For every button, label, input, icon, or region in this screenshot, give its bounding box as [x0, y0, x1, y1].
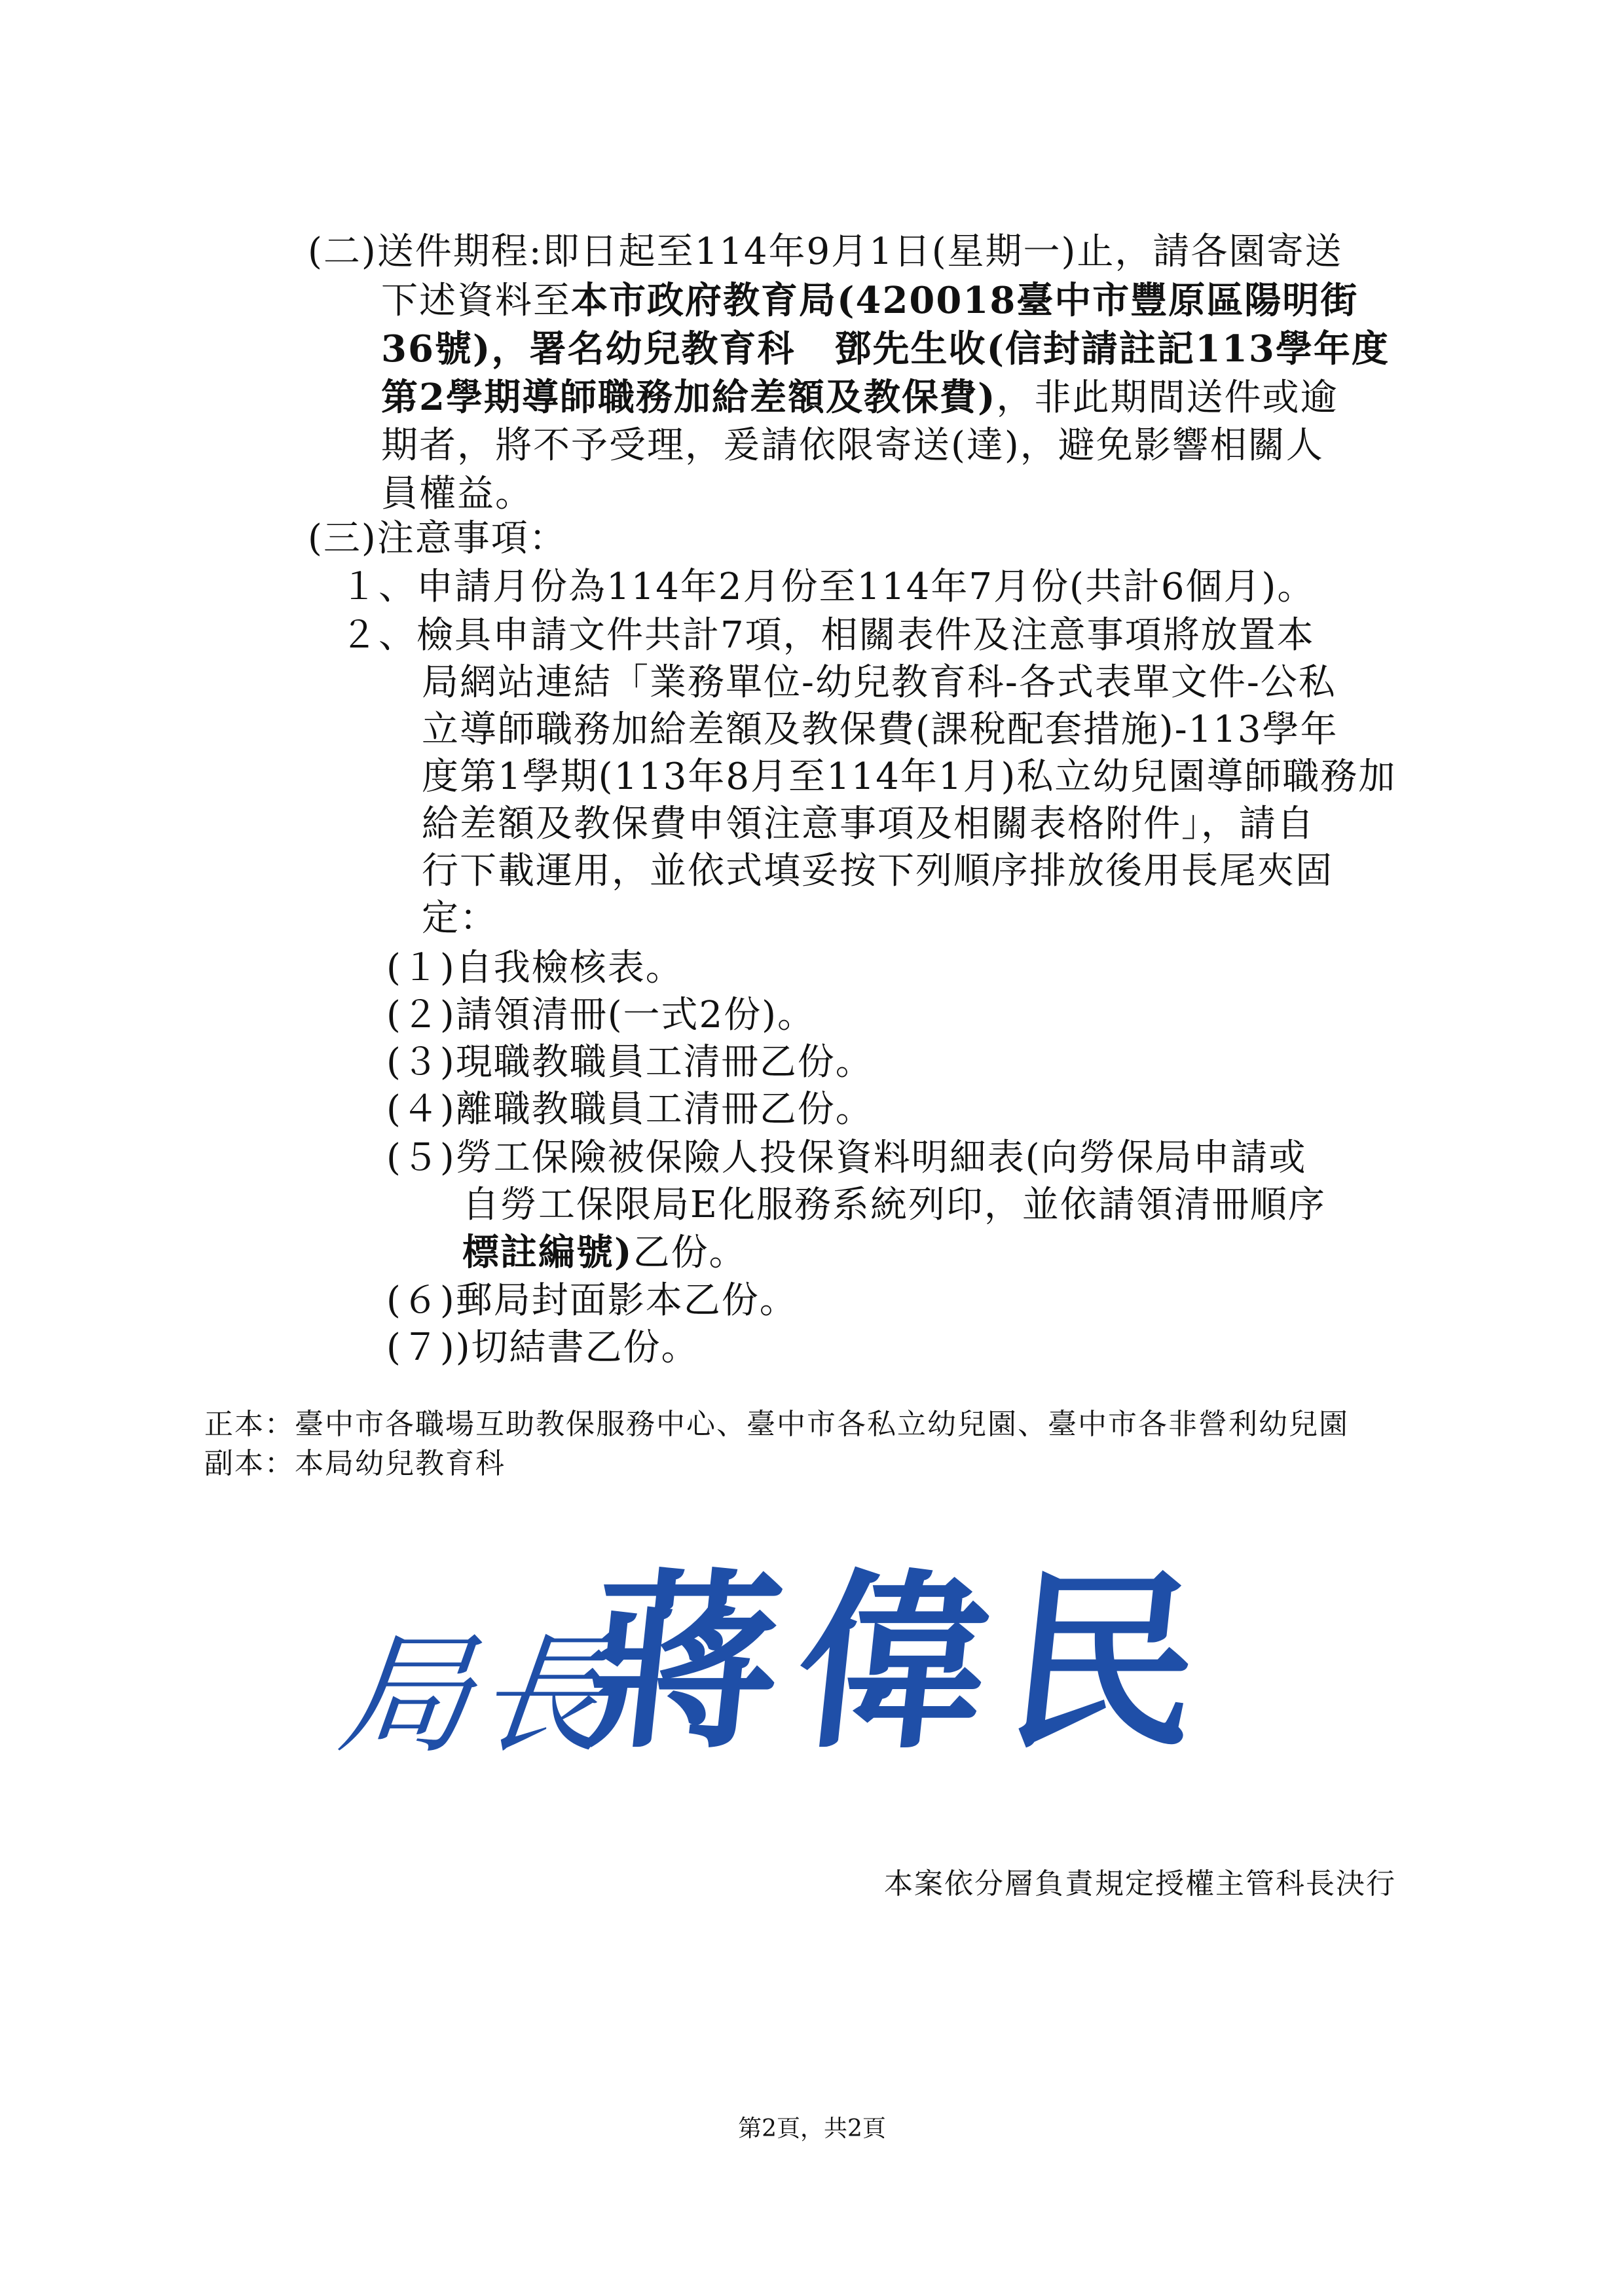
section3-heading: (三)注意事項：: [308, 517, 567, 560]
page-number: 第2頁，共2頁: [738, 2115, 886, 2142]
section3-item-2-line-1: ２、檢具申請文件共計7項，相關表件及注意事項將放置本: [341, 614, 1315, 657]
bold-address: 本市政府教育局(420018臺中市豐原區陽明街: [571, 279, 1359, 322]
section2-line-6: 員權益。: [381, 473, 533, 515]
sub-item-5-line-3: 標註編號)乙份。: [462, 1231, 747, 1274]
section2-line-5: 期者，將不予受理，爰請依限寄送(達)，避免影響相關人: [381, 424, 1324, 467]
section2-line-1: (二)送件期程:即日起至114年9月1日(星期一)止，請各園寄送: [308, 230, 1343, 273]
sub-item-1: (１)自我檢核表。: [386, 947, 684, 989]
sub-item-5-line-1: (５)勞工保險被保險人投保資料明細表(向勞保局申請或: [386, 1137, 1307, 1179]
director-signature: [332, 1545, 1257, 1781]
authorization-note: 本案依分層負責規定授權主管科長決行: [884, 1867, 1396, 1901]
section3-item-2-line-7: 定：: [422, 897, 498, 939]
sub-item-4: (４)離職教職員工清冊乙份。: [386, 1088, 874, 1131]
section2-line-2: 下述資料至本市政府教育局(420018臺中市豐原區陽明街: [381, 279, 1359, 322]
sub-item-7: (７))切結書乙份。: [386, 1326, 699, 1369]
sub-item-2: (２)請領清冊(一式2份)。: [386, 994, 816, 1036]
sub-item-5-line-2: 自勞工保限局E化服務系統列印，並依請領清冊順序: [462, 1184, 1326, 1226]
section3-item-2-line-5: 給差額及教保費申領注意事項及相關表格附件」，請自: [422, 803, 1315, 845]
section3-item-2-line-2: 局網站連結「業務單位-幼兒教育科-各式表單文件-公私: [422, 661, 1337, 704]
section3-item-2-line-6: 行下載運用，並依式填妥按下列順序排放後用長尾夾固: [422, 850, 1333, 892]
section3-item-1: １、申請月份為114年2月份至114年7月份(共計6個月)。: [341, 566, 1316, 608]
signature-name: 蔣偉民: [578, 1552, 1230, 1774]
section3-item-2-line-3: 立導師職務加給差額及教保費(課稅配套措施)-113學年: [422, 708, 1338, 751]
section2-line-3: 36號)，署名幼兒教育科 鄧先生收(信封請註記113學年度: [381, 327, 1390, 371]
sub-item-3: (３)現職教職員工清冊乙份。: [386, 1041, 874, 1084]
section3-item-2-line-4: 度第1學期(113年8月至114年1月)私立幼兒園導師職務加: [422, 756, 1397, 798]
distribution-main: 正本：臺中市各職場互助教保服務中心、臺中市各私立幼兒園、臺中市各非營利幼兒園: [204, 1408, 1349, 1441]
section2-line-4: 第2學期導師職務加給差額及教保費)，非此期間送件或逾: [381, 376, 1338, 419]
signature-title: 局長: [332, 1619, 624, 1772]
sub-item-6: (６)郵局封面影本乙份。: [386, 1279, 798, 1322]
distribution-copy: 副本：本局幼兒教育科: [204, 1447, 506, 1480]
